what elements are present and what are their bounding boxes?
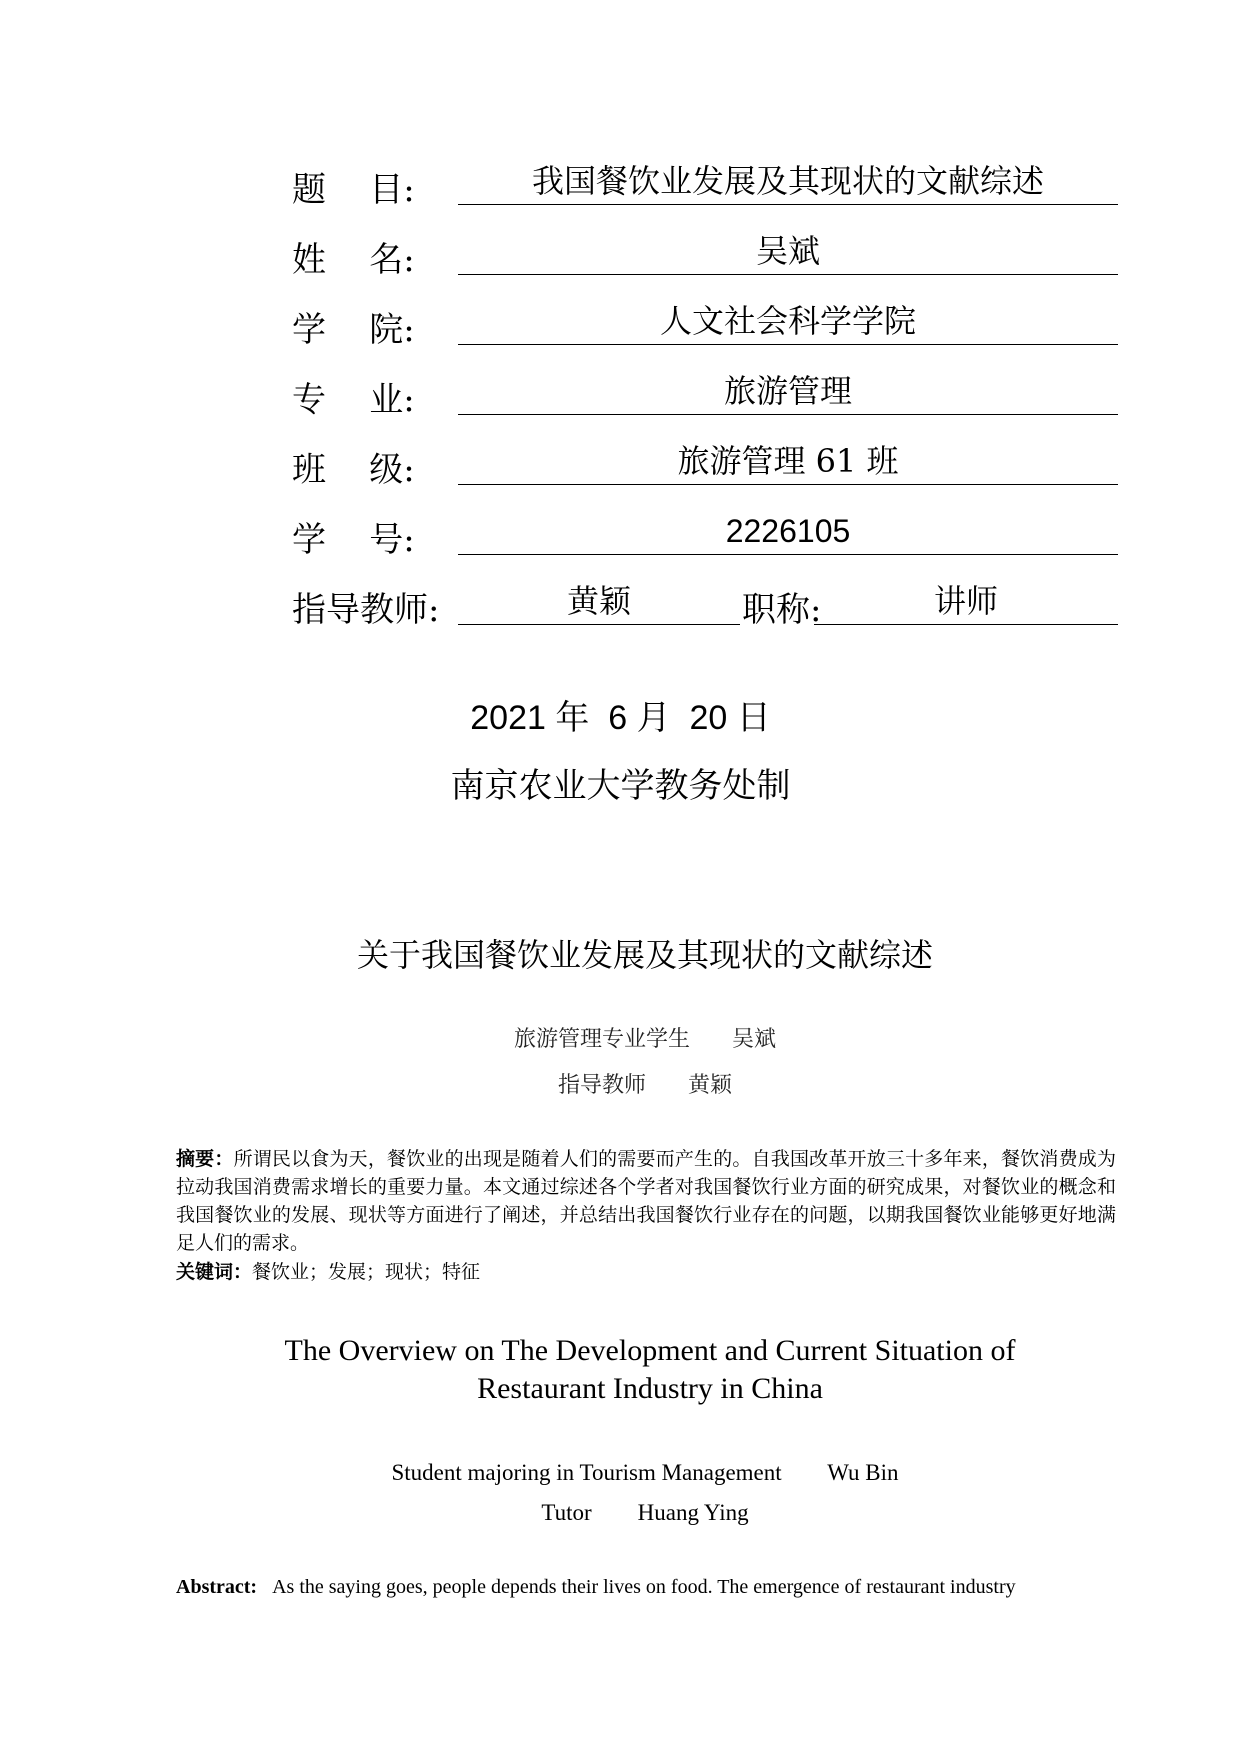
byline-student-en: Student majoring in Tourism Management Wu Bin <box>391 1460 899 1485</box>
cover-row-class <box>292 438 1122 488</box>
abstract-cn-text: 所谓民以食为天，餐饮业的出现是随着人们的需要而产生的。自我国改革开放三十多年来，餐饮消费成为拉动我国消费需求增长的重要力量。本文通过综述各个学者对我国餐饮行业方面的研究成果，对餐饮业的概念和我国餐饮业的发展、现状等方面进行了阐述，并总结出我国餐饮行业存在的问题，以期我国餐饮业能够更好地满足人们的需求。 <box>176 1148 1116 1254</box>
advisor-label: 指导教师: <box>292 590 440 630</box>
keywords-cn-colon: ： <box>233 1261 253 1283</box>
cover-row-major <box>292 368 1122 418</box>
keywords-cn-label: 关键词 <box>176 1261 234 1283</box>
rank-value: 讲师 <box>814 578 1118 625</box>
paper-title-en <box>0 1332 1241 1408</box>
cover-row-college <box>292 298 1122 348</box>
byline-student-cn: 旅游管理专业学生 吴斌 <box>514 1027 776 1052</box>
keywords-cn-text: 餐饮业；发展；现状；特征 <box>252 1261 481 1283</box>
abstract-en <box>176 1576 1116 1599</box>
cover-date: 2021 年 6 月 20 日 <box>470 699 771 737</box>
abstract-en-text: As the saying goes, people depends their lives on food. The emergence of restaurant industry <box>272 1576 1016 1598</box>
class-value: 旅游管理 61 班 <box>458 438 1118 485</box>
class-label: 班 级: <box>292 450 415 490</box>
paper-title-en-line1: The Overview on The Development and Current Situation of <box>284 1334 1016 1367</box>
paper-title-cn: 关于我国餐饮业发展及其现状的文献综述 <box>356 936 933 974</box>
major-label: 专 业: <box>292 380 415 420</box>
paper-title-en-line2: Restaurant Industry in China <box>477 1372 823 1405</box>
advisor-value: 黄颖 <box>458 578 740 625</box>
student-id-value: 2226105 <box>458 508 1118 555</box>
cover-row-advisor <box>292 578 1122 628</box>
abstract-cn-label: 摘要 <box>176 1148 215 1170</box>
cover-row-name <box>292 228 1122 278</box>
abstract-en-label: Abstract: <box>176 1576 258 1598</box>
college-value: 人文社会科学学院 <box>458 298 1118 345</box>
cover-row-title <box>292 158 1122 208</box>
cover-row-student-id <box>292 508 1122 558</box>
name-label: 姓 名: <box>292 240 415 280</box>
rank-label: 职称: <box>742 590 822 630</box>
byline-tutor-cn: 指导教师 黄颖 <box>558 1073 732 1098</box>
major-value: 旅游管理 <box>458 368 1118 415</box>
cover-office: 南京农业大学教务处制 <box>450 766 791 806</box>
title-value: 我国餐饮业发展及其现状的文献综述 <box>458 158 1118 205</box>
student-id-label: 学 号: <box>292 520 415 560</box>
keywords-cn <box>176 1258 480 1286</box>
college-label: 学 院: <box>292 310 415 350</box>
abstract-cn-colon: ： <box>214 1148 234 1170</box>
byline-tutor-en: Tutor Huang Ying <box>541 1500 749 1525</box>
title-label: 题 目: <box>292 170 415 210</box>
name-value: 吴斌 <box>458 228 1118 275</box>
abstract-cn <box>176 1145 1116 1257</box>
